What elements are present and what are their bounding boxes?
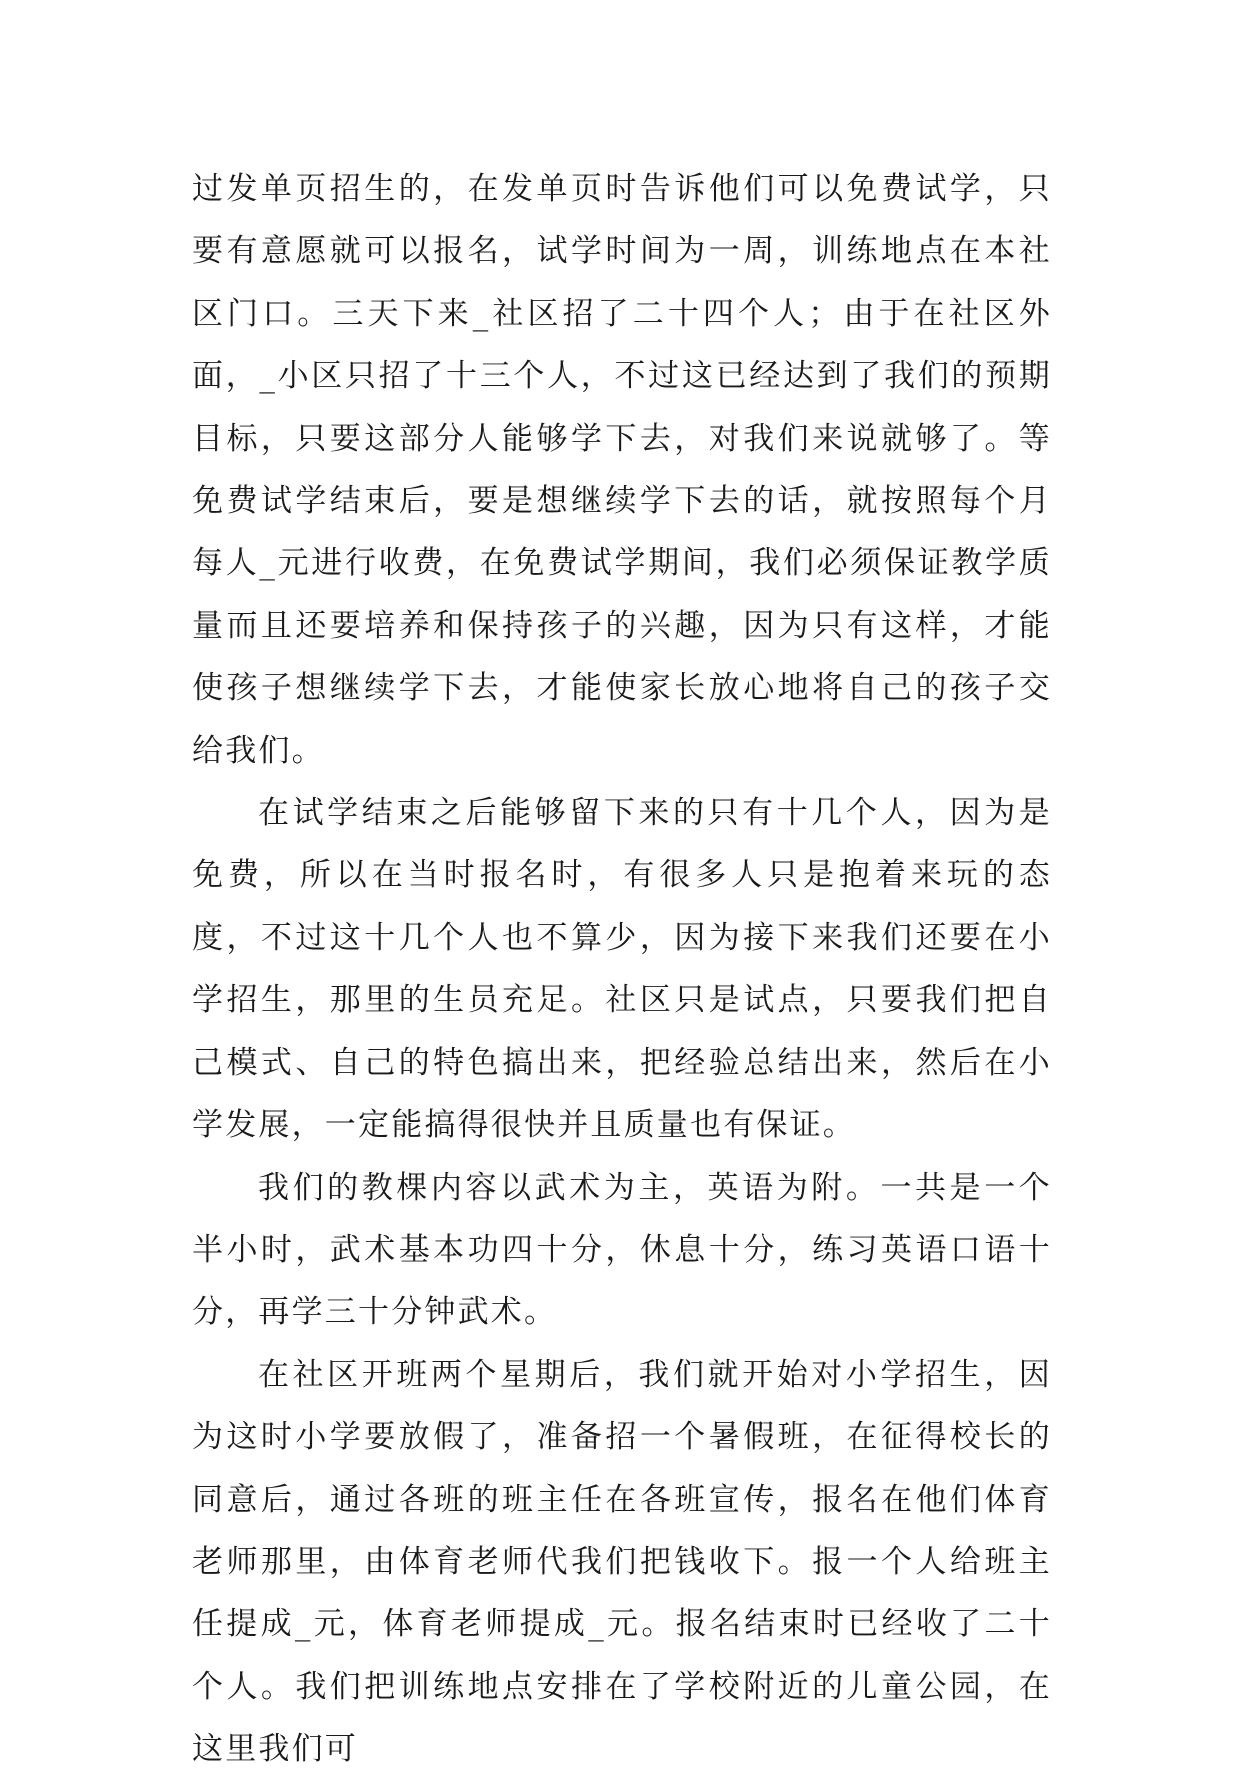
paragraph-1: 过发单页招生的，在发单页时告诉他们可以免费试学，只要有意愿就可以报名，试学时间为一周，训练地点在本社区门口。三天下来_社区招了二十四个人；由于在社区外面，_小区只招了十三个人，不过这已经达到了我们的预期目标，只要这部分人能够学下去，对我们来说就够了。等免费试学结束后，要是想继续学下去的话，就按照每个月每人_元进行收费，在免费试学期间，我们必须保证教学质量而且还要培养和保持孩子的兴趣，因为只有这样，才能使孩子想继续学下去，才能使家长放心地将自己的孩子交给我们。 xyxy=(192,171,1052,769)
paragraph-3: 我们的教棵内容以武术为主，英语为附。一共是一个半小时，武术基本功四十分，休息十分，练习英语口语十分，再学三十分钟武术。 xyxy=(192,1169,1052,1331)
paragraph-4: 在社区开班两个星期后，我们就开始对小学招生，因为这时小学要放假了，准备招一个暑假班，在征得校长的同意后，通过各班的班主任在各班宣传，报名在他们体育老师那里，由体育老师代我们把钱收下。报一个人给班主任提成_元，体育老师提成_元。报名结束时已经收了二十个人。我们把训练地点安排在了学校附近的儿童公园，在这里我们可 xyxy=(192,1356,1052,1768)
paragraph-2: 在试学结束之后能够留下来的只有十几个人，因为是免费，所以在当时报名时，有很多人只是抱着来玩的态度，不过这十几个人也不算少，因为接下来我们还要在小学招生，那里的生员充足。社区只是试点，只要我们把自己模式、自己的特色搞出来，把经验总结出来，然后在小学发展，一定能搞得很快并且质量也有保证。 xyxy=(192,795,1052,1144)
document-body xyxy=(192,158,1052,1781)
